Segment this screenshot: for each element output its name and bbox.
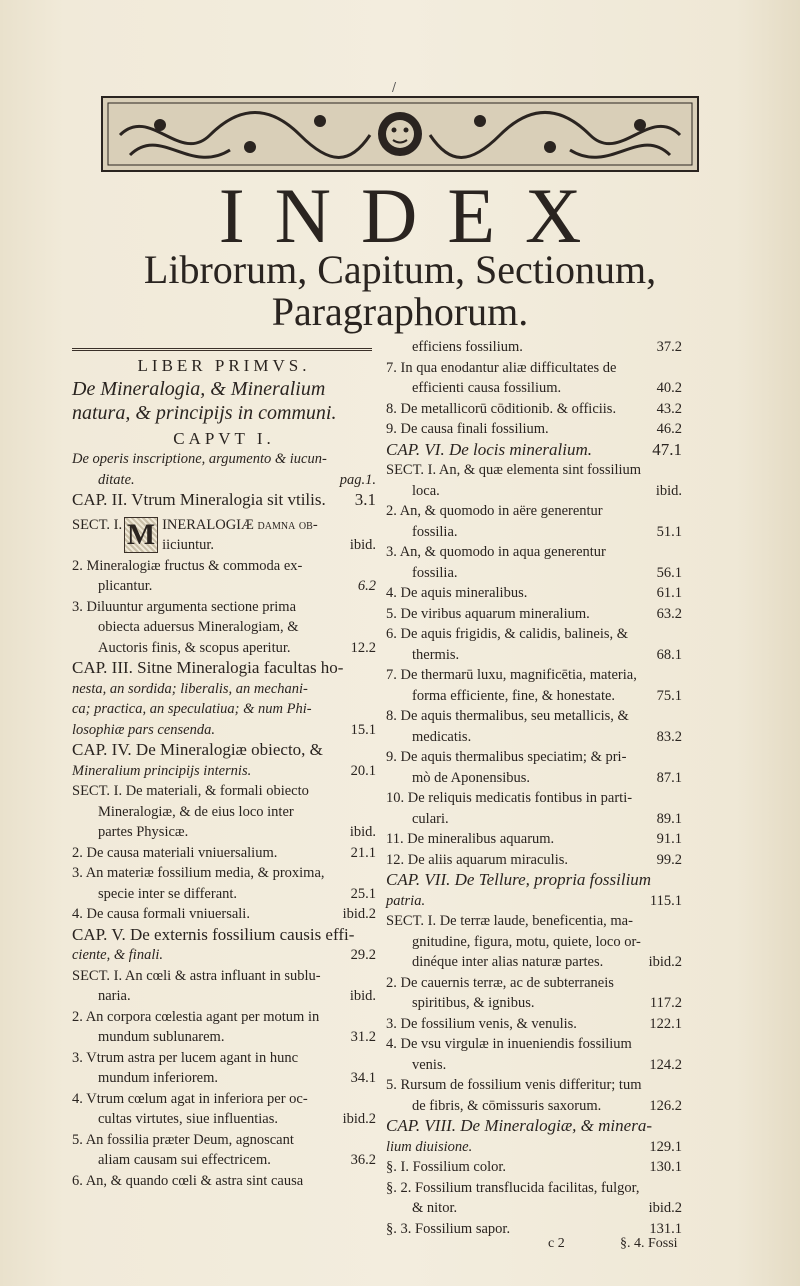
page-ref: 51.1	[656, 523, 682, 540]
index-entry: 3. Vtrum astra per lucem agant in hunc	[72, 1049, 299, 1066]
index-entry: 6. De aquis frigidis, & calidis, balineis, &	[386, 626, 629, 642]
section-label: SECT. I.	[72, 516, 123, 533]
page-ref: 131.1	[649, 1220, 682, 1237]
entry-line	[162, 535, 376, 556]
page-ref: 99.2	[656, 851, 682, 868]
index-entry	[72, 470, 376, 491]
entry-text: loca.	[412, 482, 440, 499]
entry-text: CAP. II. Vtrum Mineralogia sit vtilis.	[72, 490, 326, 509]
page-ref: 6.2	[357, 578, 376, 594]
entry-text: plicantur.	[98, 578, 153, 594]
entry-text: 12. De aliis aquarum miraculis.	[386, 851, 569, 868]
index-entry: 3. An materiæ fossilium media, & proxima,	[72, 865, 325, 881]
section-entry: SECT. I. An, & quæ elementa sint fossilium	[386, 462, 642, 478]
page-ref: ibid.	[655, 482, 682, 499]
index-entry	[386, 583, 682, 604]
index-entry: 4. De vsu virgulæ in inueniendis fossilium	[386, 1036, 632, 1052]
index-entry	[386, 378, 682, 399]
index-entry	[386, 563, 682, 584]
section-entry	[72, 986, 376, 1007]
page-ref: 3.1	[354, 490, 376, 509]
entry-text: mundum inferiorem.	[98, 1070, 219, 1086]
entry-text: INERALOGIÆ damna ob-	[162, 516, 318, 533]
entry-text: 4. De aquis mineralibus.	[386, 585, 528, 601]
page-ref: 47.1	[652, 439, 682, 459]
entry-text: Mineralium principijs internis.	[72, 762, 252, 779]
index-entry	[386, 768, 682, 789]
index-entry: 3. Diluuntur argumenta sectione prima	[72, 598, 297, 615]
section-entry	[72, 822, 376, 843]
entry-text: forma efficiente, fine, & honestate.	[412, 687, 616, 704]
entry-text: aliam causam sui effectricem.	[98, 1152, 271, 1168]
entry-text: partes Physicæ.	[98, 824, 189, 840]
page-ref: 91.1	[656, 831, 682, 847]
index-entry: 2. An corpora cœlestia agant per motum in	[72, 1008, 320, 1025]
entry-text: 3. De fossilium venis, & venulis.	[386, 1015, 577, 1032]
entry-text: patria.	[386, 892, 426, 909]
section-entry	[72, 515, 376, 556]
chapter-entry: CAP. IV. De Mineralogiæ obiecto, &	[72, 740, 323, 759]
page-ref: ibid.2	[648, 954, 682, 970]
index-entry	[386, 604, 682, 625]
liber-heading: LIBER PRIMVS.	[137, 356, 311, 375]
page-ref: 61.1	[656, 585, 682, 601]
page-ref: 43.2	[656, 400, 682, 417]
page-ref: 20.1	[350, 762, 376, 779]
index-entry	[386, 727, 682, 748]
page-ref: 115.1	[649, 892, 682, 909]
index-entry: 4. Vtrum cœlum agat in inferiora per oc-	[72, 1090, 308, 1107]
paragraph-entry	[386, 1157, 682, 1178]
index-entry	[72, 1150, 376, 1171]
signature-mark: c 2	[548, 1236, 565, 1251]
section-entry: SECT. I. An cœli & astra influant in sublu-	[72, 967, 321, 984]
entry-text: culari.	[412, 810, 449, 827]
entry-text: 2. De causa materiali vniuersalium.	[72, 844, 278, 861]
chapter-entry: ca; practica, an speculatiua; & num Phi-	[72, 701, 312, 717]
entry-text: de fibris, & cōmissuris saxorum.	[412, 1097, 602, 1114]
index-entry: 3. An, & quomodo in aqua generentur	[386, 544, 606, 560]
entry-text: ditate.	[98, 471, 135, 488]
index-entry: 10. De reliquis medicatis fontibus in parti-	[386, 790, 633, 806]
drop-cap: M	[124, 517, 158, 553]
subtitle-line-1: Librorum, Capitum, Sectionum,	[143, 247, 657, 292]
page-ref: ibid.2	[342, 1111, 376, 1127]
page-ref: 83.2	[656, 728, 682, 745]
entry-text: fossilia.	[412, 523, 458, 540]
chapter-entry	[72, 761, 376, 782]
index-entry	[386, 993, 682, 1014]
page-ref: 25.1	[350, 885, 376, 902]
entry-text: 5. De viribus aquarum mineralium.	[386, 605, 590, 622]
index-entry: 8. De aquis thermalibus, seu metallicis, &	[386, 708, 629, 724]
entry-text: mò de Aponensibus.	[412, 769, 531, 786]
page-ref: 29.2	[350, 947, 376, 963]
entry-text: §. I. Fossilium color.	[386, 1159, 507, 1175]
index-entry	[386, 850, 682, 871]
index-entry: 5. An fossilia præter Deum, agnoscant	[72, 1131, 294, 1148]
index-entry: De operis inscriptione, argumento & iucun-	[72, 451, 327, 467]
entry-text: 8. De metallicorū cōditionib. & officiis.	[386, 400, 617, 417]
chapter-entry	[386, 891, 682, 912]
chapter-entry: CAP. III. Sitne Mineralogia facultas ho-	[72, 658, 344, 677]
page-ref: 46.2	[656, 421, 682, 437]
entry-text: dinéque inter alias naturæ partes.	[412, 954, 604, 970]
chapter-entry: CAP. VII. De Tellure, propria fossilium	[386, 870, 652, 889]
entry-text: mundum sublunarem.	[98, 1029, 225, 1045]
index-entry	[386, 1055, 682, 1076]
page-ref: 37.2	[656, 339, 682, 355]
page-ref: 31.2	[350, 1029, 376, 1045]
index-entry: 7. In qua enodantur aliæ difficultates de	[386, 359, 617, 376]
page-ref: 63.2	[656, 605, 682, 622]
page-ref: 126.2	[649, 1097, 682, 1114]
index-entry	[386, 829, 682, 850]
left-column	[72, 356, 376, 1191]
chapter-entry	[72, 490, 376, 511]
entry-text: CAP. VI. De locis mineralium.	[386, 439, 593, 459]
section-entry: SECT. I. De terræ laude, beneficentia, ma-	[386, 913, 633, 929]
index-entry	[72, 843, 376, 864]
page-ref: 56.1	[656, 564, 682, 581]
page-ref: 129.1	[649, 1138, 682, 1155]
index-entry	[72, 576, 376, 597]
paragraph-entry: §. 2. Fossilium transflucida facilitas, fulgor,	[386, 1179, 640, 1196]
entry-text: spiritibus, & ignibus.	[412, 995, 535, 1011]
entry-text: fossilia.	[412, 564, 458, 581]
index-entry: 9. De aquis thermalibus speciatim; & pri-	[386, 749, 627, 765]
page-ref: pag.1.	[339, 471, 376, 488]
index-entry	[72, 1027, 376, 1048]
entry-text: losophiæ pars censenda.	[72, 721, 215, 738]
index-entry	[386, 1014, 682, 1035]
index-entry	[72, 884, 376, 905]
right-column	[386, 337, 682, 1239]
entry-text: & nitor.	[412, 1200, 458, 1216]
page-ref: ibid.	[349, 537, 376, 553]
chapter-entry	[386, 440, 682, 461]
index-entry	[386, 337, 682, 358]
liber-title-2: natura, & principijs in communi.	[72, 401, 337, 424]
index-entry: 2. An, & quomodo in aëre generentur	[386, 503, 603, 519]
entry-text: thermis.	[412, 646, 460, 663]
index-entry: 2. De cauernis terræ, ac de subterraneis	[386, 974, 614, 991]
chapter-entry: nesta, an sordida; liberalis, an mechani-	[72, 680, 308, 697]
index-entry	[386, 686, 682, 707]
page-ref: ibid.2	[648, 1200, 682, 1216]
page-title: INDEX	[218, 172, 612, 259]
index-entry	[386, 1096, 682, 1117]
index-entry	[386, 522, 682, 543]
index-entry: 7. De thermarū luxu, magnificētia, materia,	[386, 667, 637, 683]
page-ref: ibid.2	[342, 906, 376, 922]
page-ref: 15.1	[350, 721, 376, 738]
page-ref: 21.1	[350, 844, 376, 861]
section-entry: Mineralogiæ, & de eius loco inter	[98, 803, 294, 820]
chapter-entry: CAP. VIII. De Mineralogiæ, & minera-	[386, 1116, 652, 1135]
section-entry: gnitudine, figura, motu, quiete, loco or-	[412, 933, 641, 950]
section-entry	[386, 481, 682, 502]
entry-text: specie inter se differant.	[98, 885, 238, 902]
chapter-entry	[72, 720, 376, 741]
page-ref: 68.1	[656, 646, 682, 663]
page-ref: 34.1	[350, 1070, 376, 1086]
index-entry	[72, 1068, 376, 1089]
chapter-entry	[72, 945, 376, 966]
section-entry: SECT. I. De materiali, & formali obiecto	[72, 783, 309, 799]
page-ref: 12.2	[350, 639, 376, 656]
caput-heading: CAPVT I.	[173, 428, 275, 448]
paragraph-entry	[386, 1198, 682, 1219]
index-entry	[386, 809, 682, 830]
page-ref: 75.1	[656, 687, 682, 704]
page-ref: 122.1	[649, 1015, 682, 1032]
page-ref: 130.1	[649, 1159, 682, 1175]
entry-text: Auctoris finis, & scopus aperitur.	[98, 639, 291, 656]
catchword: §. 4. Fossi	[620, 1236, 678, 1251]
page-ref: 87.1	[656, 769, 682, 786]
entry-text: 11. De mineralibus aquarum.	[386, 831, 555, 847]
entry-text: §. 3. Fossilium sapor.	[386, 1220, 511, 1237]
section-entry	[386, 952, 682, 973]
entry-text: 4. De causa formali vniuersali.	[72, 906, 250, 922]
entry-text: lium diuisione.	[386, 1138, 473, 1155]
index-entry	[72, 1109, 376, 1130]
entry-text: medicatis.	[412, 728, 472, 745]
index-entry	[72, 638, 376, 659]
page-ref: 117.2	[649, 995, 682, 1011]
entry-text: efficiens fossilium.	[412, 339, 523, 355]
index-entry	[386, 645, 682, 666]
index-entry	[386, 419, 682, 440]
index-entry: 2. Mineralogiæ fructus & commoda ex-	[72, 557, 303, 574]
index-entry: 5. Rursum de fossilium venis differitur; tum	[386, 1077, 642, 1093]
subtitle-line-2: Paragraphorum.	[271, 289, 529, 334]
ornamental-headpiece	[100, 95, 700, 173]
folio-mark: /	[392, 80, 397, 94]
index-entry	[386, 399, 682, 420]
entry-text: cultas virtutes, siue influentias.	[98, 1111, 279, 1127]
index-entry: obiecta aduersus Mineralogiam, &	[98, 619, 299, 635]
liber-title-1: De Mineralogia, & Mineralium	[72, 377, 326, 400]
chapter-entry	[386, 1137, 682, 1158]
entry-text: ciente, & finali.	[72, 947, 164, 963]
page-ref: 89.1	[656, 810, 682, 827]
page-ref: ibid.	[349, 824, 376, 840]
index-entry: 6. An, & quando cœli & astra sint causa	[72, 1172, 304, 1189]
entry-text: iiciuntur.	[162, 537, 215, 553]
entry-text: efficienti causa fossilium.	[412, 380, 562, 396]
page-ref: ibid.	[349, 988, 376, 1004]
column-rule	[72, 348, 372, 351]
index-entry	[72, 904, 376, 925]
chapter-entry: CAP. V. De externis fossilium causis effi-	[72, 924, 355, 944]
page-ref: 40.2	[656, 380, 682, 396]
entry-text: 9. De causa finali fossilium.	[386, 421, 549, 437]
page-ref: 36.2	[350, 1152, 376, 1168]
entry-text: venis.	[412, 1056, 447, 1073]
entry-text: naria.	[98, 988, 131, 1004]
page-ref: 124.2	[649, 1056, 682, 1073]
